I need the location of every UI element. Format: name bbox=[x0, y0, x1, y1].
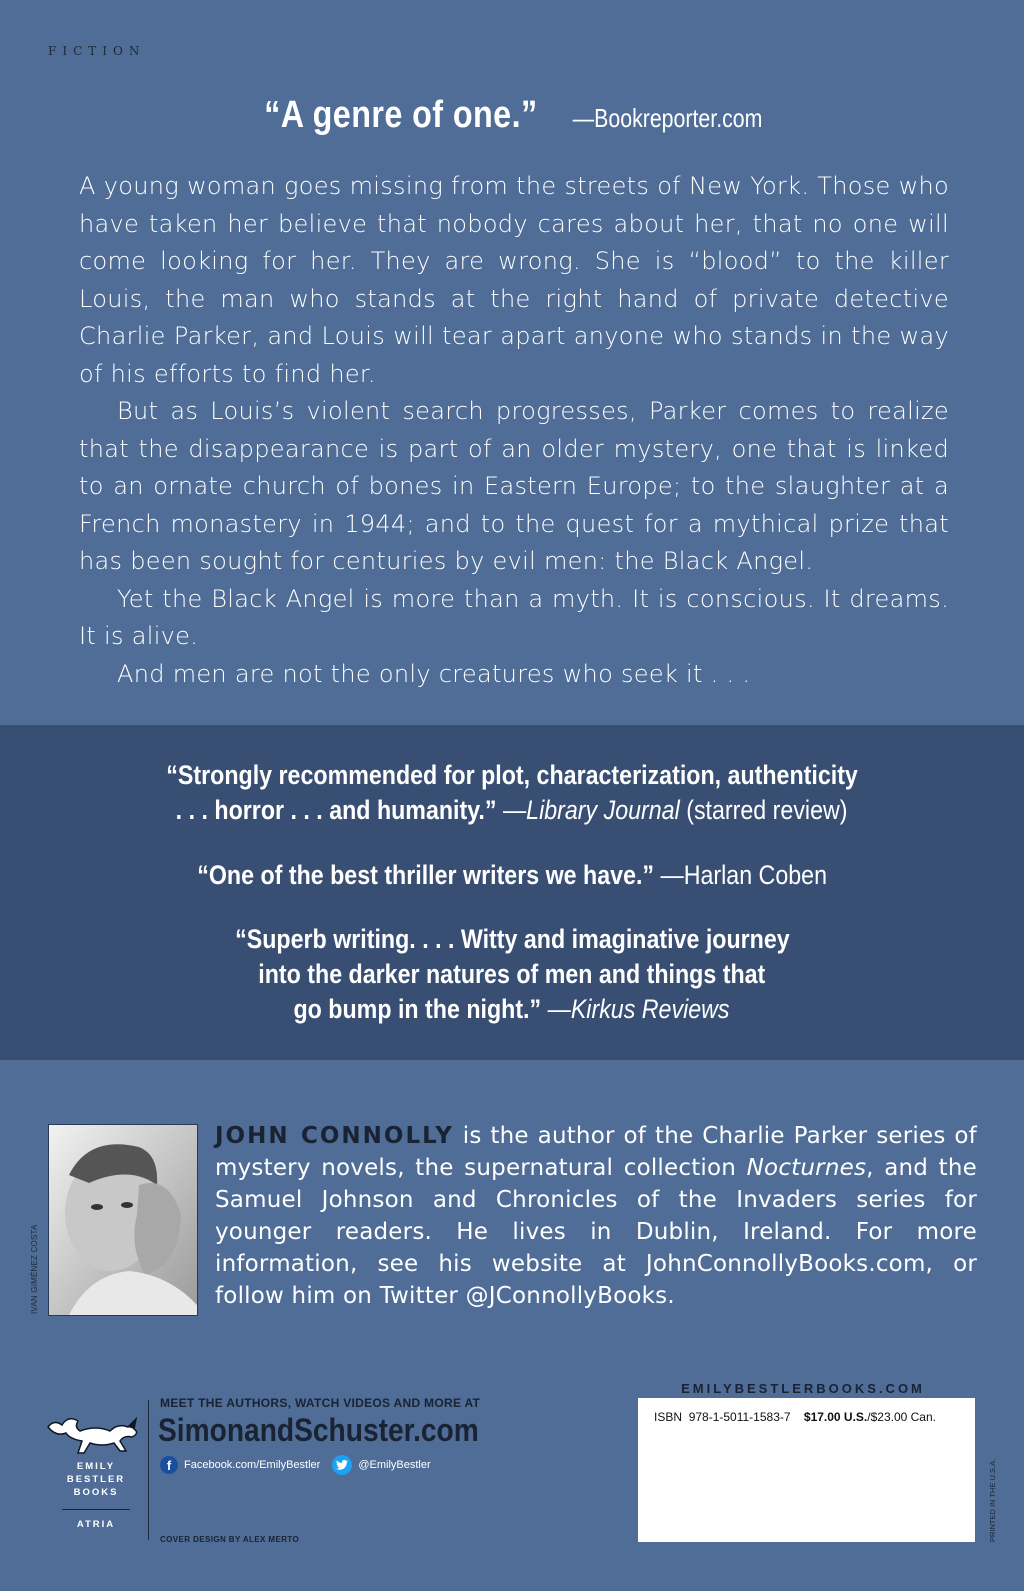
synopsis-paragraph: A young woman goes missing from the streets of New York. Those who have taken her believe that nobody cares about her, that no one will come looking for her. They are wrong. She is “blood” to the killer Louis, the man who stands at the right hand of private detective Charlie Parker, and Louis will tear apart anyone who stands in the way of his efforts to find her. bbox=[79, 172, 949, 388]
review-text: go bump in the night.” bbox=[293, 994, 542, 1024]
review-text: “Superb writing. . . . Witty and imaginative journey bbox=[234, 924, 790, 954]
logo-divider bbox=[62, 1509, 130, 1510]
vertical-divider bbox=[148, 1400, 149, 1540]
headline-quote-text: “A genre of one.” bbox=[264, 94, 538, 136]
printed-in: PRINTED IN THE U.S.A. bbox=[988, 1458, 997, 1542]
facebook-link[interactable]: Facebook.com/EmilyBestler bbox=[184, 1459, 321, 1471]
review-text: into the darker natures of men and things that bbox=[258, 959, 766, 989]
facebook-icon: f bbox=[160, 1456, 178, 1474]
social-links bbox=[160, 1455, 431, 1475]
imprint-line: EMILY bbox=[76, 1461, 116, 1472]
review-source: Kirkus Reviews bbox=[571, 994, 731, 1024]
review-quote bbox=[0, 858, 1024, 893]
synopsis-paragraph: Yet the Black Angel is more than a myth. It is conscious. It dreams. It is alive. bbox=[79, 584, 949, 650]
imprint-line: BESTLER bbox=[66, 1474, 126, 1485]
author-bio-title: Nocturnes bbox=[746, 1155, 867, 1181]
imprint-url[interactable]: EMILYBESTLERBOOKS.COM bbox=[681, 1381, 925, 1396]
twitter-link[interactable]: @EmilyBestler bbox=[358, 1459, 431, 1471]
isbn-line bbox=[654, 1410, 936, 1424]
imprint-name bbox=[44, 1460, 148, 1499]
synopsis-paragraph: But as Louis’s violent search progresses, Parker comes to realize that the disappearance is part of an older mystery, one that is linked to an ornate church of bones in Eastern Europe; to the slaughter at a French monastery in 1944; and to the quest for a mythical prize that has been sought for centuries by evil men: the Black Angel. bbox=[79, 397, 949, 575]
author-photo bbox=[48, 1124, 198, 1316]
barcode-box bbox=[638, 1398, 975, 1542]
fox-icon bbox=[44, 1407, 148, 1457]
parent-imprint: ATRIA bbox=[76, 1519, 116, 1530]
twitter-icon bbox=[332, 1455, 352, 1475]
price-us: $17.00 U.S. bbox=[803, 1410, 868, 1424]
headline-quote bbox=[0, 94, 1024, 137]
isbn-label: ISBN bbox=[654, 1410, 683, 1424]
isbn-number: 978-1-5011-1583-7 bbox=[688, 1410, 791, 1424]
review-source: Library Journal bbox=[526, 795, 681, 825]
author-bio bbox=[215, 1120, 977, 1312]
cover-design-credit: COVER DESIGN BY ALEX MERTO bbox=[160, 1535, 300, 1544]
synopsis-paragraph: And men are not the only creatures who seek it . . . bbox=[117, 659, 751, 688]
imprint-line: BOOKS bbox=[73, 1487, 119, 1498]
author-bio-text: , and the Samuel Johnson and Chronicles of the Invaders series for younger readers. He lives in Dublin, Ireland. For more information, see his website at JohnConnollyBooks.com, or follow him on Twitter @JConnollyBooks. bbox=[215, 1155, 977, 1309]
review-extra: (starred review) bbox=[680, 795, 848, 825]
review-text: . . . horror . . . and humanity.” bbox=[176, 795, 497, 825]
review-quote bbox=[0, 922, 1024, 1027]
author-name: JOHN CONNOLLY bbox=[215, 1123, 454, 1149]
review-quote bbox=[0, 758, 1024, 828]
genre-label: FICTION bbox=[48, 44, 146, 58]
review-text: “Strongly recommended for plot, characterization, authenticity bbox=[166, 760, 858, 790]
review-dash: — bbox=[541, 994, 572, 1024]
review-source: —Harlan Coben bbox=[653, 860, 827, 890]
photo-credit: IVAN GIMÉNEZ COSTA bbox=[30, 1224, 39, 1314]
meet-authors-text: MEET THE AUTHORS, WATCH VIDEOS AND MORE AT bbox=[160, 1396, 481, 1410]
review-text: “One of the best thriller writers we have.” bbox=[197, 860, 654, 890]
price-can: /$23.00 Can. bbox=[867, 1410, 936, 1424]
headline-quote-source: —Bookreporter.com bbox=[573, 103, 763, 133]
synopsis bbox=[79, 168, 949, 693]
author-bio-text: is the author of the Charlie Parker series of mystery novels, the supernatural collection bbox=[215, 1123, 977, 1181]
review-dash: — bbox=[496, 795, 527, 825]
simon-schuster-link[interactable]: SimonandSchuster.com bbox=[158, 1412, 479, 1448]
